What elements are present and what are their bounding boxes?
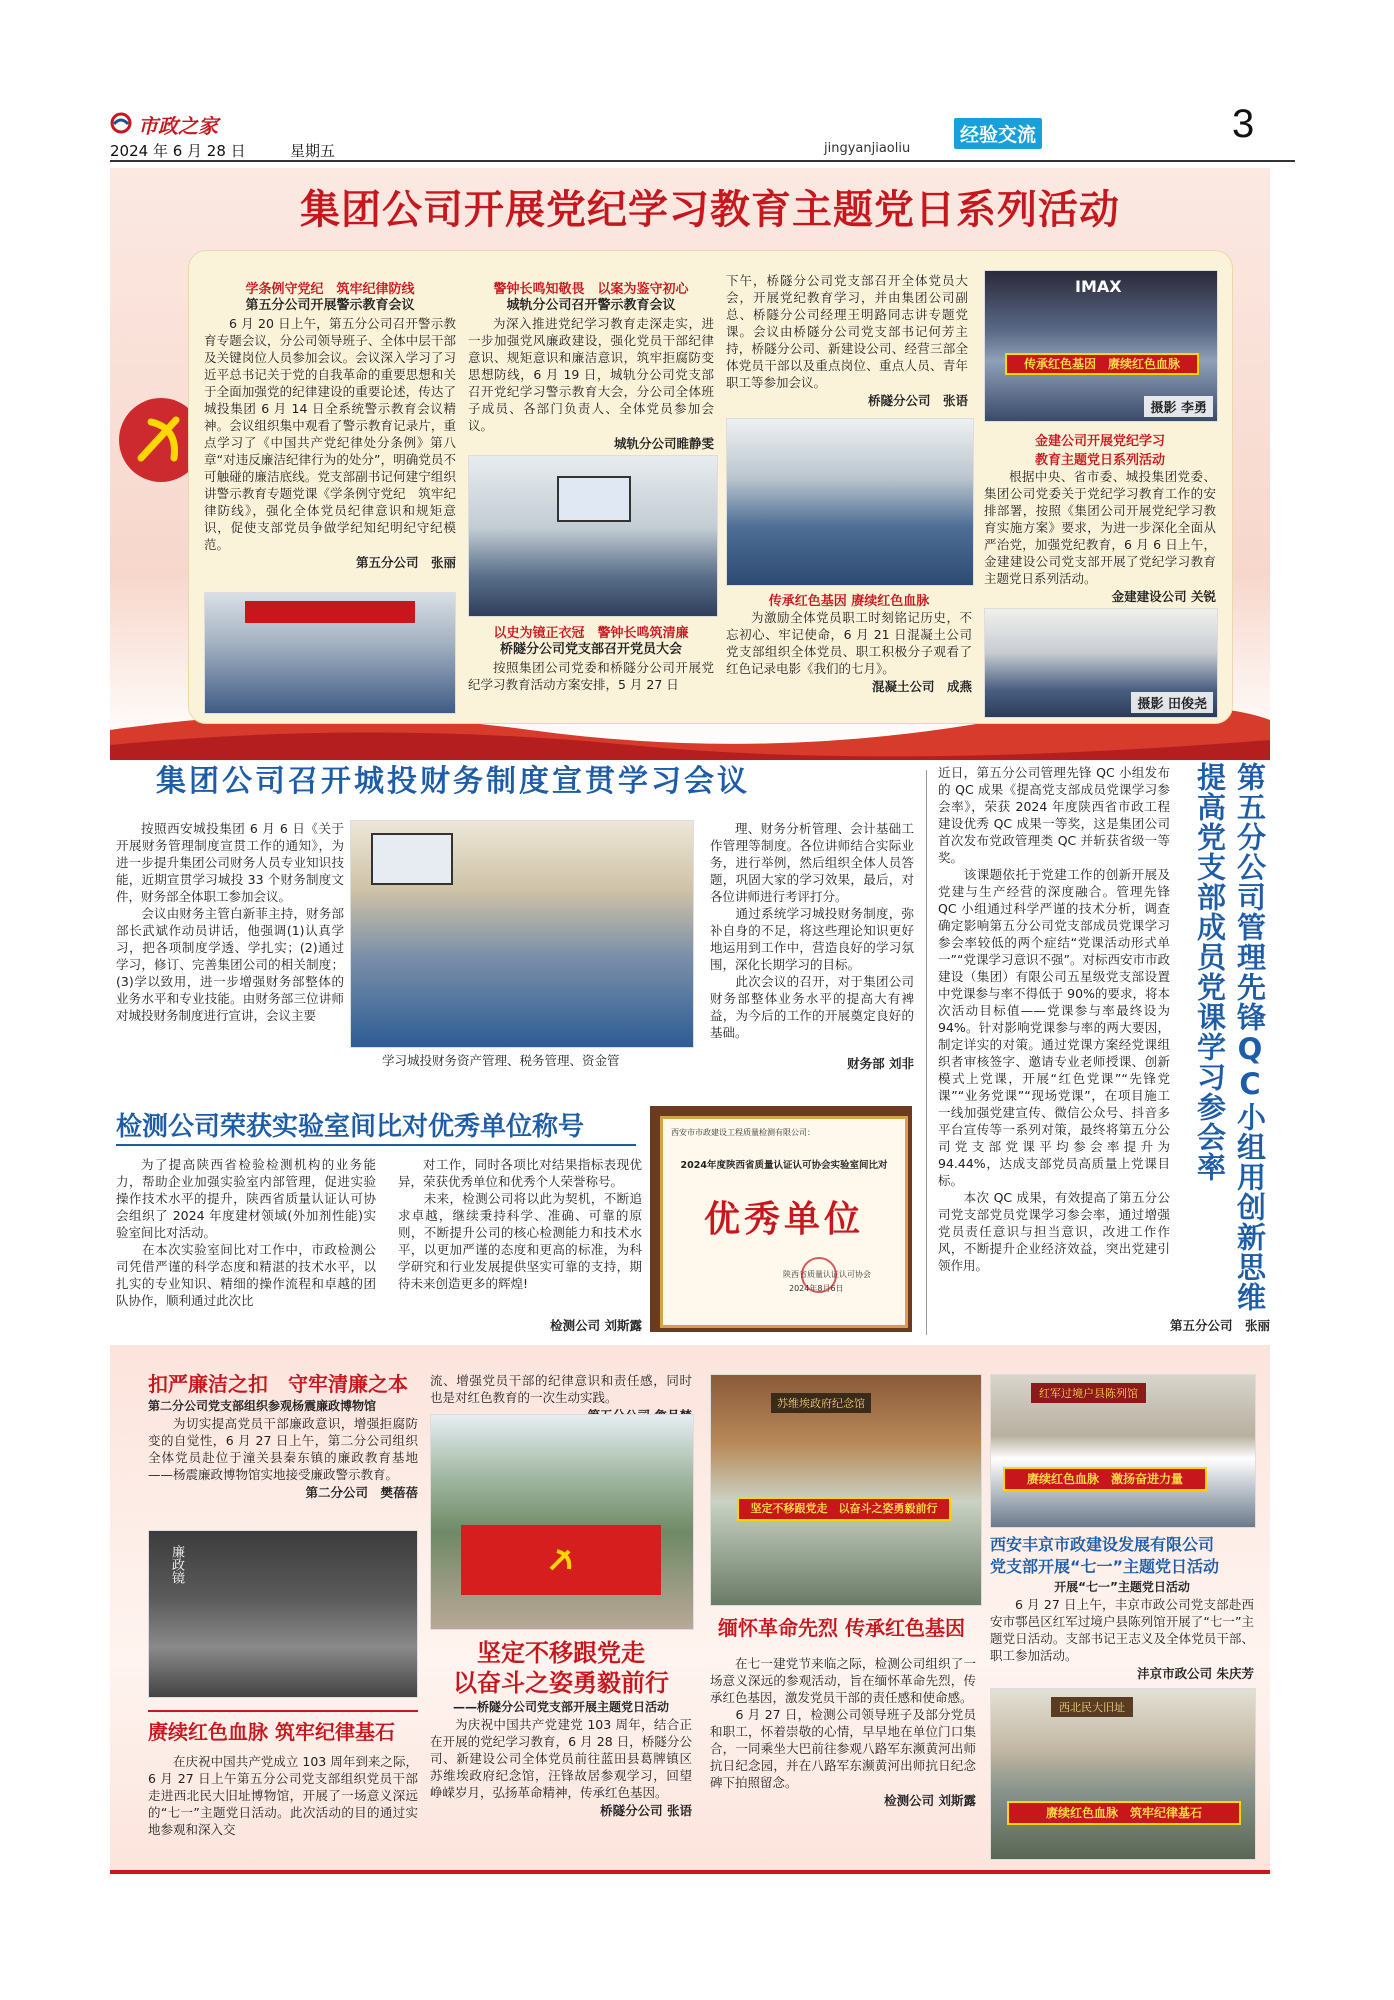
article-headline: 西安丰京市政建设发展有限公司 党支部开展“七一”主题党日活动 [990,1535,1220,1576]
article-headline: 赓续红色血脉 筑牢纪律基石 [148,1710,418,1745]
cert-org: 陕西省质量认证认可协会 [783,1270,871,1279]
newspaper-logo [110,112,230,138]
section-pinyin: jingyanjiaoliu [824,141,911,156]
article-headline: 金建公司开展党纪学习 教育主题党日系列活动 [1034,434,1165,468]
article-subhead: 第五分公司开展警示教育会议 [245,298,415,313]
logo-text: 市政之家 [138,114,218,138]
issue-weekday: 星期五 [290,142,336,160]
article-sign: 第二分公司 樊蓓蓓 [305,1485,418,1500]
article-sign: 混凝土公司 成燕 [871,679,972,694]
article-bridge-branch-meeting-cont [726,272,968,409]
meeting-photo-bridge-branch [726,418,974,586]
cinema-group-photo [984,270,1218,422]
meeting-photo-jinjian [984,608,1218,718]
article-sign: 金建建设公司 关锐 [1111,589,1216,604]
red-banner: 赓续红色血脉 筑牢纪律基石 [1007,1801,1241,1825]
party-flag-emblem-icon [541,1539,581,1579]
article-body: 在七一建党节来临之际，检测公司组织了一场意义深远的参观活动，旨在缅怀革命先烈，传承红色基因，激发党员干部的责任感和使命感。 6 月 27 日，检测公司领导班子及部分党员和职工，怀着崇敬的心情，早早地在单位门口集合，一同乘坐大巴前往参观八路军东濒黄河出师抗日纪念园，并在八路军东濒黄河出师抗日纪念碑下拍照留念。 [710,1656,976,1790]
lab-col2: 对工作，同时各项比对结果指标表现优异，荣获优秀单位和优秀个人荣誉称号。 未来，检测公司将以此为契机，不断追求卓越，继续秉持科学、准确、可靠的原则，不断提升公司的核心检测能力和技术水平，以更加严谨的态度和更高的标准，为科学研究和行业发展提供坚实可靠的支持，期待未来创造更多的辉煌! [398,1157,642,1291]
finance-sign: 财务部 刘非 [847,1056,914,1071]
article-rail-branch-warning [468,278,714,452]
article-body: 为庆祝中国共产党建党 103 周年，结合正在开展的党纪学习教育，6 月 28 日，桥隧分公司、新建设公司全体党员前往蓝田县葛牌镇区苏维埃政府纪念馆，汪锋故居参观学习，回望峥嵘岁月，弘扬革命精神，传承红色基因。 [430,1717,692,1800]
article-body: 流、增强党员干部的纪律意识和责任感，同时也是对红色教育的一次生动实践。 [430,1373,692,1405]
red-banner: 传承红色基因 赓续红色血脉 [1005,353,1199,375]
article-sign: 桥隧分公司 张语 [867,393,968,408]
building-text: 红军过境户县陈列馆 [1031,1383,1146,1403]
finance-col3: 理、财务分析管理、会计基础工作管理等制度。各位讲师结合实际业务，进行举例，然后组织全体人员答题，巩固大家的学习效果，最后，对各位讲师进行考评打分。 通过系统学习城投财务制度，弥补自身的不足，将这些理论知识更好地运用到工作中，营造良好的学习氛围，深化长期学习的目标。 此次会议的召开，对于集团公司财务部整体业务水平的提高大有裨益，为今后的工作的开展奠定良好的基础。 [710,821,914,1040]
article-body: 在庆祝中国共产党成立 103 周年到来之际，6 月 27 日上午第五分公司党支部组织党员干部走进西北民大旧址博物馆，开展了一场意义深远的“七一”主题党日活动。此次活动的目的通过实地参观和深入交 [148,1754,418,1837]
red-banner: 坚定不移跟党走 以奋斗之姿勇毅前行 [737,1497,951,1521]
cert-award: 优秀单位 [703,1198,864,1240]
article-subhead: 城轨分公司召开警示教育会议 [506,298,676,313]
article-testing-memorial [710,1612,976,1809]
photo-credit: 摄影 田俊尧 [1131,692,1213,713]
party-flag-group-photo [430,1414,694,1630]
article-headline: 警钟长鸣知敬畏 以案为鉴守初心 [493,282,689,297]
article-headline: 以史为镜正衣冠 警钟长鸣筑清廉 [493,626,689,641]
article-body-continued: 下午，桥隧分公司党支部召开全体党员大会，开展党纪教育学习，并由集团公司副总、桥隧分公司经理王明路同志讲专题党课。会议由桥隧分公司党支部书记何芳主持，桥隧分公司、新建设公司、经营三部全体党员干部以及重点岗位、重点人员、青年职工等参加会议。 [726,273,968,390]
article-body: 6 月 20 日上午，第五分公司召开警示教育专题会议，分公司领导班子、全体中层干部及关键岗位人员参加会议。会议深入学习了习近平总书记关于党的自我革命的重要思想和关于全面加强党的纪律建设的重要论述，传达了城投集团 6 月 14 日全系统警示教育会议精神。会议组织集中观看了警示教育记录片，重点学习了《中国共产党纪律处分条例》第八章“对违反廉洁纪律行为的处分”，明确党员不可触碰的廉洁底线。党支部副书记何建宁组织讲警示教育专题党课《学条例守党纪 筑牢纪律防线》，强化全体党员纪律意识和规矩意识，促使支部党员争做学纪知纪明纪守纪模范。 [204,316,456,552]
memorial-gate-text: 苏维埃政府纪念馆 [771,1393,871,1413]
meeting-photo-rail-branch [468,455,718,617]
qc-body: 近日，第五分公司管理先锋 QC 小组发布的 QC 成果《提高党支部成员党课学习参会率》，荣获 2024 年度陕西省市政工程建设优秀 QC 成果一等奖，这是集团公司首次发布党政管理类 QC 并斩获省级一等奖。 该课题依托于党建工作的创新开展及党建与生产经营的深度融合。管理先锋 QC 小组通过科学严谨的技术分析，调查确定影响第五分公司党支部成员党课学习参会率较低的两个症结“党课活动形式单一”“党课学习意识不强”。对标西安市市政建设（集团）有限公司五星级党支部设置中党课参与率不得低于 90%的要求，将本次活动目标值——党课参与率最终设为 94%。针对影响党课参与率的两大要因，制定详实的对策。通过党课方案经党课组织者审核签字、邀请专业老师授课、创新模式上党课，开展“红色党课”“先锋党课”“业务党课”“现场党课”，在项目施工一线加强党建宣传、微信公众号、抖音多平台宣传等一系列对策，最终将第五分公司党支部党课平均参会率提升为 94.44%，达成支部党员高质量上党课目标。 本次 QC 成果，有效提高了第五分公司党支部党员党课学习参会率，通过增强党员责任意识与担当意识，改进工作作风，不断提升企业经济效益，突出党建引领作用。 [938,765,1170,1273]
logo-emblem-icon [110,112,134,134]
article-body: 6 月 27 日上午，丰京市政公司党支部赴西安市鄠邑区红军过境户县陈列馆开展了“七一”主题党日活动。支部书记王志义及全体党员干部、职工参加活动。 [990,1597,1254,1663]
cert-title: 2024年度陕西省质量认证认可协会实验室间比对 [680,1160,888,1171]
museum-wall-text: 廉政镜 [169,1545,184,1584]
finance-col1: 按照西安城投集团 6 月 6 日《关于开展财务管理制度宣贯工作的通知》，为进一步提升集团公司财务人员专业知识技能，近期宣贯学习城投 33 个财务制度文件，财务部全体职工参加会议。 会议由财务主管白新菲主持，财务部部长武斌作动员讲话，他强调(1)认真学习，把各项制度学透、学扎实；(2)通过学习，修订、完善集团公司的相关制度；(3)学以致用，进一步增强财务部整体的业务水平和专业技能。由财务部三位讲师对城投财务制度进行宣讲，会议主要 [116,821,344,1023]
article-subhead: 开展“七一”主题党日活动 [1054,1580,1190,1594]
red-banner: 赓续红色血脉 激扬奋进力量 [1003,1467,1207,1491]
museum-sign-text: 西北民大旧址 [1051,1697,1133,1717]
qc-sign: 第五分公司 张丽 [1169,1318,1270,1333]
qc-vertical-title: 第五分公司管理先锋QC小组用创新思维提高党支部成员党课学习参会率 [1193,762,1267,1312]
lab-title: 检测公司荣获实验室间比对优秀单位称号 [116,1112,585,1142]
cert-date: 2024年8月6日 [789,1284,844,1293]
article-jinjian-company [984,430,1216,605]
column-rule [926,770,927,1335]
certificate-photo [650,1106,912,1332]
article-body: 按照集团公司党委和桥隧分公司开展党纪学习教育活动方案安排，5 月 27 日 [468,660,714,692]
section-name: 经验交流 [954,118,1042,149]
finance-title: 集团公司召开城投财务制度宣贯学习会议 [156,764,750,799]
cert-seal-icon [799,1255,839,1295]
article-fifth-branch-warning [204,278,456,571]
cert-recipient: 西安市市政建设工程质量检测有限公司： [671,1128,815,1137]
article-body: 为深入推进党纪学习教育走深走实，进一步加强党风廉政建设，强化党员干部纪律意识、规矩意识和廉洁意识，筑牢拒腐防变思想防线，6 月 19 日，城轨分公司党支部召开党纪学习警示教育大会，分公司全体班子成员、各部门负责人、全体党员参加会议。 [468,316,714,433]
article-subhead: 桥隧分公司党支部召开党员大会 [499,642,682,657]
article-sign: 沣京市政公司 朱庆芳 [1137,1666,1254,1681]
article-body: 根据中央、省市委、城投集团党委、集团公司党委关于党纪学习教育工作的安排部署，按照《集团公司开展党纪学习教育实施方案》要求，为进一步深化全面从严治党，加强党纪教育，6 月 6 日上午，金建建设公司党支部开展了党纪学习教育主题党日系列活动。 [984,469,1216,586]
lab-title-rule [116,1144,636,1146]
article-sign: 桥隧分公司 张语 [600,1803,692,1818]
article-sign: 第五分公司 张丽 [355,555,456,570]
article-bridge-branch-party-headline [430,1638,692,1819]
article-second-branch [148,1368,418,1501]
article-concrete-company [726,590,972,695]
top-title: 集团公司开展党纪学习教育主题党日系列活动 [300,187,1120,233]
imax-sign: IMAX [1075,277,1122,296]
masthead-rule [110,160,1295,162]
memorial-group-photo [710,1374,982,1606]
article-body: 为激励全体党员职工时刻铭记历史，不忘初心、牢记使命，6 月 21 日混凝土公司党支部组织全体党员、职工积极分子观看了红色记录电影《我们的七月》。 [726,610,972,676]
issue-date: 2024 年 6 月 28 日 [110,142,246,160]
article-headline: 坚定不移跟党走 以奋斗之姿勇毅前行 [453,1639,669,1697]
article-body: 为切实提高党员干部廉政意识，增强拒腐防变的自觉性，6 月 27 日上午，第二分公司组织全体党员赴位于潼关县秦东镇的廉政教育基地——杨震廉政博物馆实地接受廉政警示教育。 [148,1416,418,1482]
exhibition-hall-group-photo [990,1374,1256,1528]
article-sign: 城轨分公司睢静雯 [613,436,714,451]
lab-col1: 为了提高陕西省检验检测机构的业务能力，帮助企业加强实验室内部管理，促进实验操作技术水平的提升，陕西省质量认证认可协会组织了 2024 年度建材领域(外加剂性能)实验室间比对活动。 在本次实验室间比对工作中，市政检测公司凭借严谨的科学态度和精湛的技术水平，以扎实的专业知识、精细的操作流程和卓越的团队协作，顺利通过此次比 [116,1157,376,1308]
article-fengjing-company [990,1534,1254,1682]
article-fifth-branch-red [148,1710,418,1838]
article-subhead: ——桥隧分公司党支部开展主题党日活动 [452,1700,669,1714]
northwest-museum-group-photo [990,1688,1256,1860]
article-headline: 传承红色基因 赓续红色血脉 [768,594,930,609]
page-number: 3 [1232,102,1255,146]
lab-sign: 检测公司 刘斯露 [550,1318,642,1333]
article-headline: 缅怀革命先烈 传承红色基因 [718,1616,965,1640]
museum-visit-photo [148,1530,418,1698]
meeting-photo-fifth-branch [204,592,456,714]
finance-meeting-photo [350,820,694,1048]
masthead [110,102,1295,160]
article-subhead: 第二分公司党支部组织参观杨震廉政博物馆 [148,1399,377,1413]
finance-col2: 学习城投财务资产管理、税务管理、资金管 [382,1053,620,1068]
article-bridge-branch-meeting [468,622,714,693]
article-sign: 检测公司 刘斯露 [884,1793,976,1808]
article-headline: 扣严廉洁之扣 守牢清廉之本 [148,1372,408,1396]
photo-credit: 摄影 李勇 [1144,396,1213,417]
article-headline: 学条例守党纪 筑牢纪律防线 [245,282,415,297]
